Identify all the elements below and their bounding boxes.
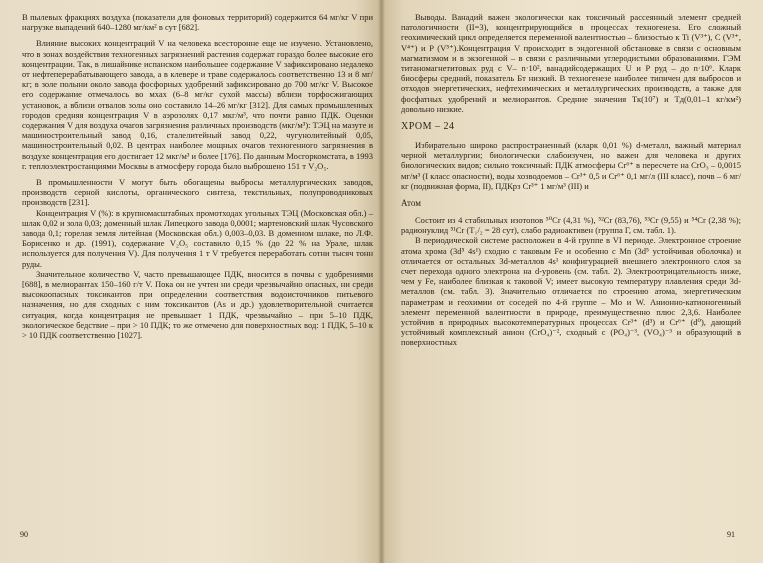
paragraph-fertilizers: Значительное количество V, часто превышающее ПДК, вносится в почвы с удобрениями [688], в мелиорантах 150–160 г/т V. Пока он не учтен ни среди чрезвычайно опасных, ни среди высокоопасных токсикантов при определении соответствия водоисточников питьевого назначения, но для сходных с ним токсикантов (As и др.) удовлетворительной считается ситуация, когда концентрация не превышает 1 ПДК, чрезвычайно – при 5–10 ПДК, экологическое бедствие – при > 10 ПДК; то же отмечено для поверхностных вод: 1 ПДК, 5–10 к > 10 ПДК соответственно [1027].	[22, 268, 373, 341]
page-number-left: 90	[20, 530, 28, 539]
page-number-right: 91	[727, 530, 735, 539]
paragraph-chromium-intro: Избирательно широко распространенный (кларк 0,01 %) d-металл, важный материал черной металлургии; биологически слабоизучен, но важен для человека и других биологических видов; сильно токсичный: ПДК атмосферы Cr⁶⁺ в пересчете на CrO₃ – 0,0015 мг/м³ (I класс опасности), воды хозводоемов – Cr³⁺ 0,5 и Cr⁶⁺ 0,1 мг/л (III класс), почв – 6 мг/кг (подвижная форма, II), ПДКрз Cr³⁺ 1 мг/м³ (III) и	[401, 140, 741, 191]
paragraph-isotopes: Состоит из 4 стабильных изотопов ⁵⁰Cr (4,31 %), ⁵²Cr (83,76), ⁵³Cr (9,55) и ⁵⁴Cr (2,38 %); радионуклид ⁵¹Cr (T₁/₂ = 28 сут), слабо радиоактивен (группа Г, см. табл. 1).	[401, 215, 741, 236]
right-page	[381, 0, 763, 563]
paragraph-periodic-system: В периодической системе расположен в 4-й группе в VI периоде. Электронное строение атома хрома (3d⁵ 4s¹) сходно с таковым Fe и особенно с Mn (3d⁵ устойчивая оболочка) и отличается от остальных 3d-металлов 4s¹ конфигурацией внешнего электронного слоя за счет перехода одного электрона на d-уровень (см. табл. 2). Электроотрицательность ниже, чем у Fe, наиболее близкая к таковой V; имеет высокую температуру плавления среди 3d-металлов (см. табл. 3). Значительно отличается по строению атома, энергетическим параметрам и геохимии от соседей по 4-й группе – Mo и W. Анионно-катионогенный элемент переменной валентности в природе, преимущественно плюс 2,3,6. Наиболее устойчив в природных высокотемпературных процессах Cr³⁺ (d³) и Cr⁶⁺ (d⁰), дающий устойчивый комплексный анион (CrO₄)⁻², сходный с (PO₄)⁻³, (VO₄)⁻³ и образующий в поверхностных	[401, 235, 741, 348]
paragraph-concentration: Концентрация V (%): в крупномасштабных промотходах угольных ТЭЦ (Московская обл.) – шлак 0,02 и зола 0,03; доменный шлак Липецкого завода 0,0001; мартеновский шлак Чусовского завода 0,1; горелая земля литейная (Московская обл.) 0,003–0,03. В доменном шлаке, по Л.Ф. Борисенко и др. (1991), содержание V₂O₅ составило 0,15 % (до 22 % на Урале, шлак используется для получения V). Для получения 1 т V требуется переработать сотни тысяч тонн руды.	[22, 207, 373, 269]
section-title-chromium: ХРОМ – 24	[401, 121, 455, 133]
left-page	[0, 0, 381, 563]
paragraph-conclusion: Выводы. Ванадий важен экологически как токсичный рассеянный элемент средней патологичности (II=3), концентрирующийся в процессах техногенеза. Его сложный геохимический цикл определяется переменной валентностью – близостью к Ti (V³⁺), C (V³⁺, V⁴⁺) и P (V⁵⁺).Концентрация V происходит в эндогенной обстановке в связи с основным магматизмом и в экзогенной – в связи с различными углеродистыми образованиями. ГЭМ титаномагнетитовых руд с V– n·10², ванадийсодержащих U и P руд – до n·10⁶. Кларк биосферы средний, показатель Бт низкий. В техногенезе наиболее типичен для выбросов и отходов энергетических, нефтехимических и металлургических производств, а также для фосфатных удобрений и мелиорантов. Средние значения Тк(10⁷) и Тд(0,01–1 кг/км²) довольно низкие.	[401, 12, 741, 114]
book-gutter	[378, 0, 385, 563]
subsection-title-atom: Атом	[401, 198, 421, 209]
paragraph-influence: Влияние высоких концентраций V на человека всесторонне еще не изучено. Установлено, что в зонах воздействия техногенных загрязнений растения содержат гораздо более высокие его концентрации. Так, в лишайнике испанском наибольшее содержание V зафиксировано недалеко от нефтеперерабатывающего завода, а в клевере и траве содержалось соответственно 13 и 8 мг/кг; в золе полыни около завода фосфорных удобрений зафиксировано до 700 мг/кг V. Высокое его содержание отмечалось во мхах (6–8 мг/кг сухой массы) вблизи торфосжигающих установок, а вблизи отвалов золы оно составило 14–26 мг/кг [312]. Для самых промышленных городов средняя концентрация V в аэрозолях 0,17 мкг/м³, что почти равно ПДК. Оценки содержания V для воздуха очагов загрязнения различных производств (мкг/м³): ТЭЦ на мазуте и машиностроительный завод 0,16, сталелитейный завод 0,22, чугунолитейный 0,05, машиностроительный 0,02. В центрах наиболее мощных очагов техногенного загрязнения в воздухе концентрация его достигает 12 мкг/м³ и более [176]. По данным Мосгоркомстата, в 1993 г. теплоэлектростанциями Москвы в атмосферу города было выброшено 151 т V₂O₅.	[22, 38, 373, 171]
paragraph-dust: В пылевых фракциях воздуха (показатели для фоновых территорий) содержится 64 мг/кг V при нагрузке выпадений 640–1280 мг/км² в сут [682].	[22, 12, 373, 33]
paragraph-industry: В промышленности V могут быть обогащены выбросы металлургических заводов, производств серной кислоты, органического синтеза, текстильных, полупроводниковых производств [231].	[22, 177, 373, 208]
